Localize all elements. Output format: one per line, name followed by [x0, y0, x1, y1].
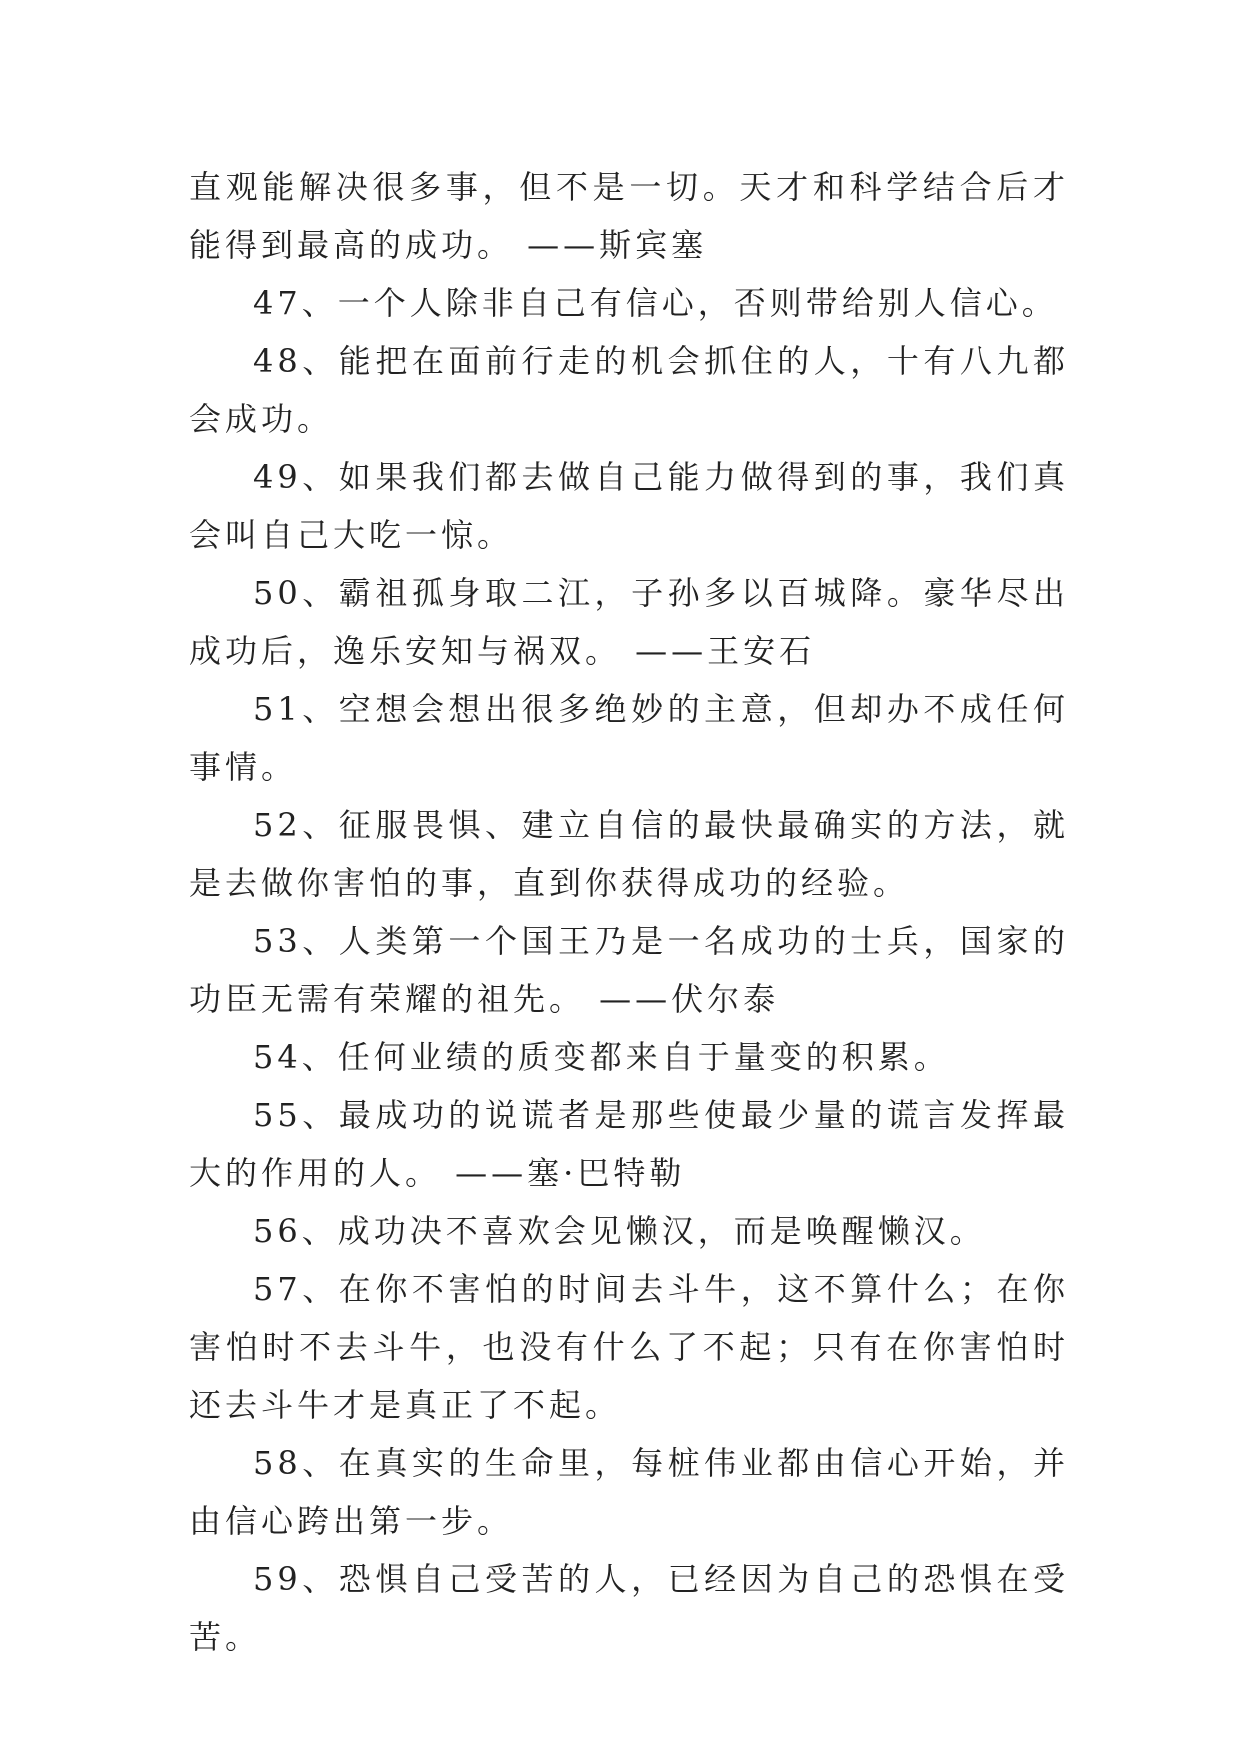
quote-56: 56、成功决不喜欢会见懒汉，而是唤醒懒汉。 — [253, 1212, 986, 1250]
paragraph-continuation: 直观能解决很多事，但不是一切。天才和科学结合后才能得到最高的成功。 ——斯宾塞 — [189, 168, 1069, 264]
quote-48: 48、能把在面前行走的机会抓住的人，十有八九都会成功。 — [189, 342, 1069, 438]
quote-54: 54、任何业绩的质变都来自于量变的积累。 — [253, 1038, 950, 1076]
quote-50: 50、霸祖孤身取二江，子孙多以百城降。豪华尽出成功后，逸乐安知与祸双。 ——王安石 — [189, 574, 1069, 670]
quote-47: 47、一个人除非自己有信心，否则带给别人信心。 — [253, 284, 1058, 322]
quote-57: 57、在你不害怕的时间去斗牛，这不算什么；在你害怕时不去斗牛，也没有什么了不起；只有在你害怕时还去斗牛才是真正了不起。 — [189, 1270, 1069, 1424]
quote-55: 55、最成功的说谎者是那些使最少量的谎言发挥最大的作用的人。 ——塞·巴特勒 — [189, 1096, 1069, 1192]
quote-53: 53、人类第一个国王乃是一名成功的士兵，国家的功臣无需有荣耀的祖先。 ——伏尔泰 — [189, 922, 1069, 1018]
quote-49: 49、如果我们都去做自己能力做得到的事，我们真会叫自己大吃一惊。 — [189, 458, 1069, 554]
quote-52: 52、征服畏惧、建立自信的最快最确实的方法，就是去做你害怕的事，直到你获得成功的经验。 — [189, 806, 1069, 902]
document-body — [189, 158, 1069, 1666]
quote-59: 59、恐惧自己受苦的人，已经因为自己的恐惧在受苦。 — [189, 1560, 1069, 1656]
quote-58: 58、在真实的生命里，每桩伟业都由信心开始，并由信心跨出第一步。 — [189, 1444, 1069, 1540]
quote-51: 51、空想会想出很多绝妙的主意，但却办不成任何事情。 — [189, 690, 1069, 786]
